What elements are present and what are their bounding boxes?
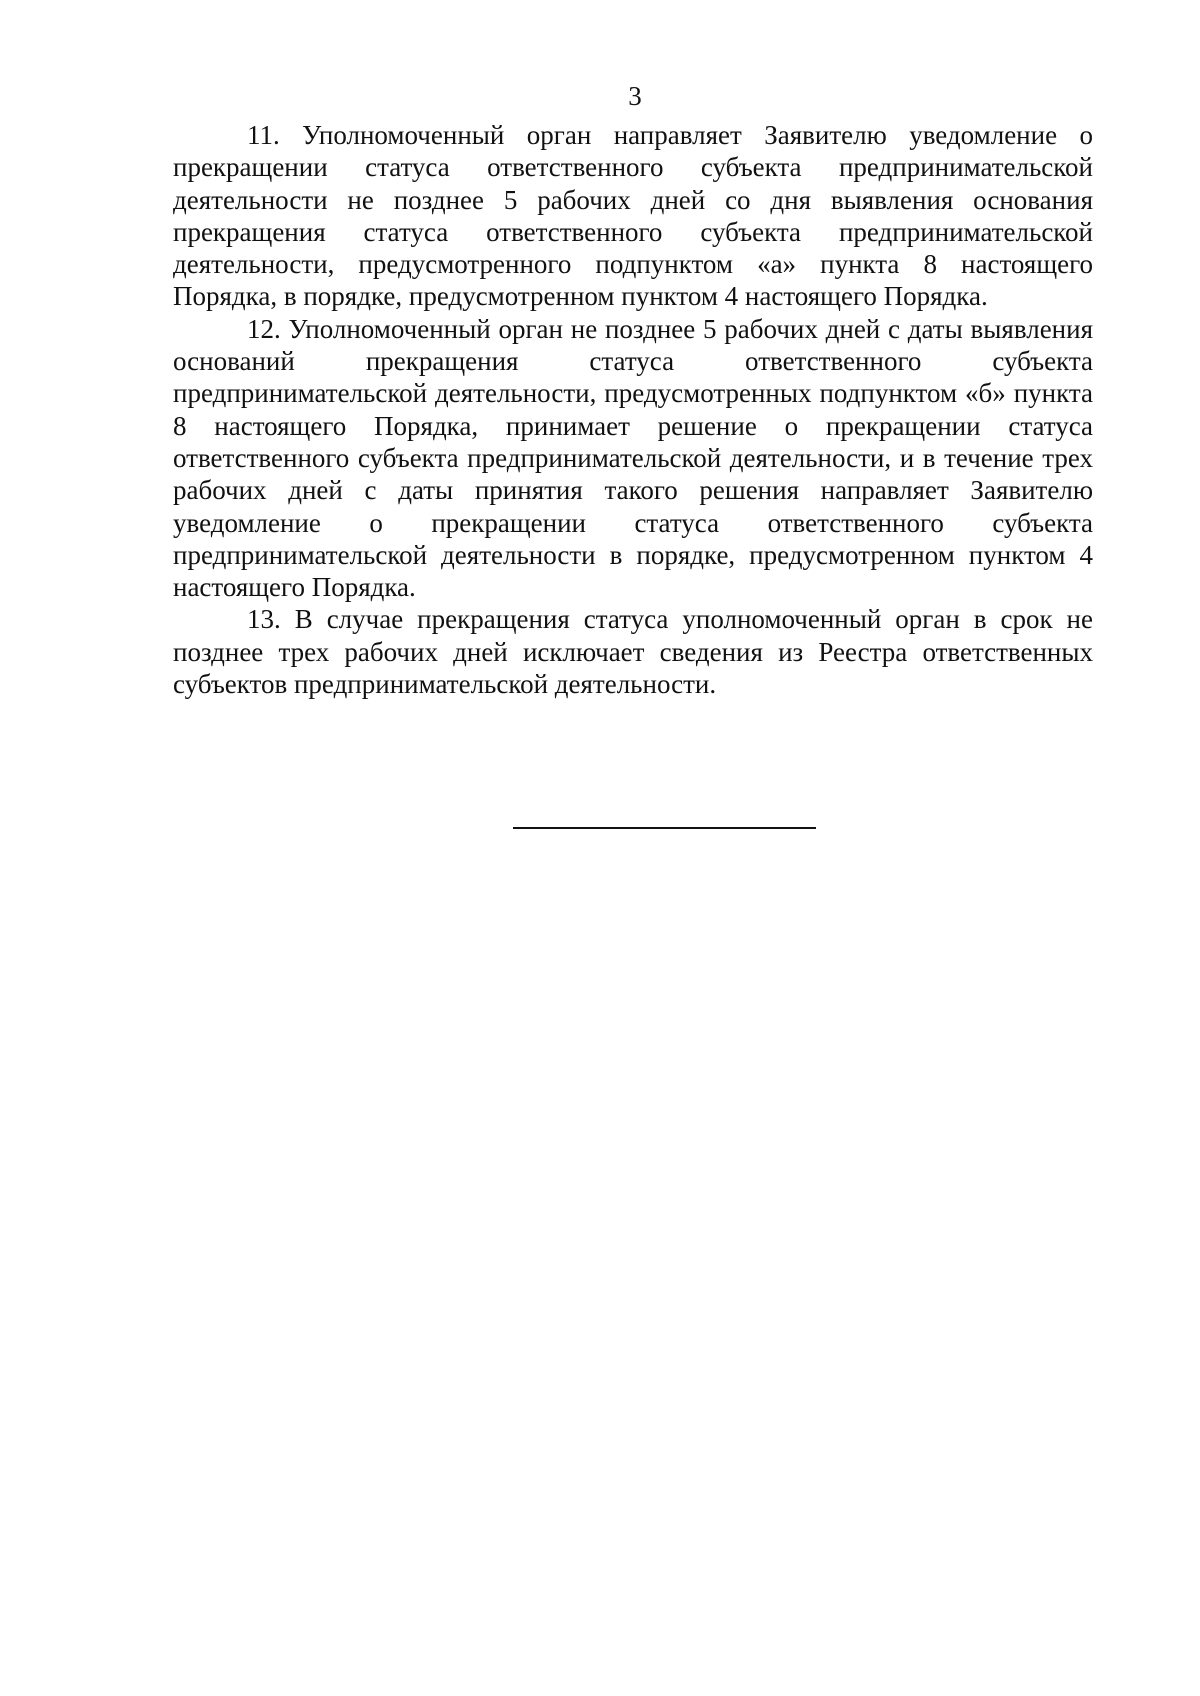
page-number: 3 xyxy=(628,81,642,111)
paragraph-12: 12. Уполномоченный орган не позднее 5 рабочих дней с даты выявления оснований прекращения статуса ответственного субъекта предпринимательской деятельности, предусмотренных подпунктом «б» пункта 8 настоящего Порядка, принимает решение о прекращении статуса ответственного субъекта предпринимательской деятельности, и в течение трех рабочих дней с даты принятия такого решения направляет Заявителю уведомление о прекращении статуса ответственного субъекта предпринимательской деятельности в порядке, предусмотренном пунктом 4 настоящего Порядка. xyxy=(173,313,1093,603)
document-body xyxy=(173,119,1093,700)
end-separator-line xyxy=(513,827,816,829)
paragraph-13: 13. В случае прекращения статуса уполномоченный орган в срок не позднее трех рабочих дней исключает сведения из Реестра ответственных субъектов предпринимательской деятельности. xyxy=(173,604,1093,700)
paragraph-11: 11. Уполномоченный орган направляет Заявителю уведомление о прекращении статуса ответственного субъекта предпринимательской деятельности не позднее 5 рабочих дней со дня выявления основания прекращения статуса ответственного субъекта предпринимательской деятельности, предусмотренного подпунктом «а» пункта 8 настоящего Порядка, в порядке, предусмотренном пунктом 4 настоящего Порядка. xyxy=(173,120,1093,312)
